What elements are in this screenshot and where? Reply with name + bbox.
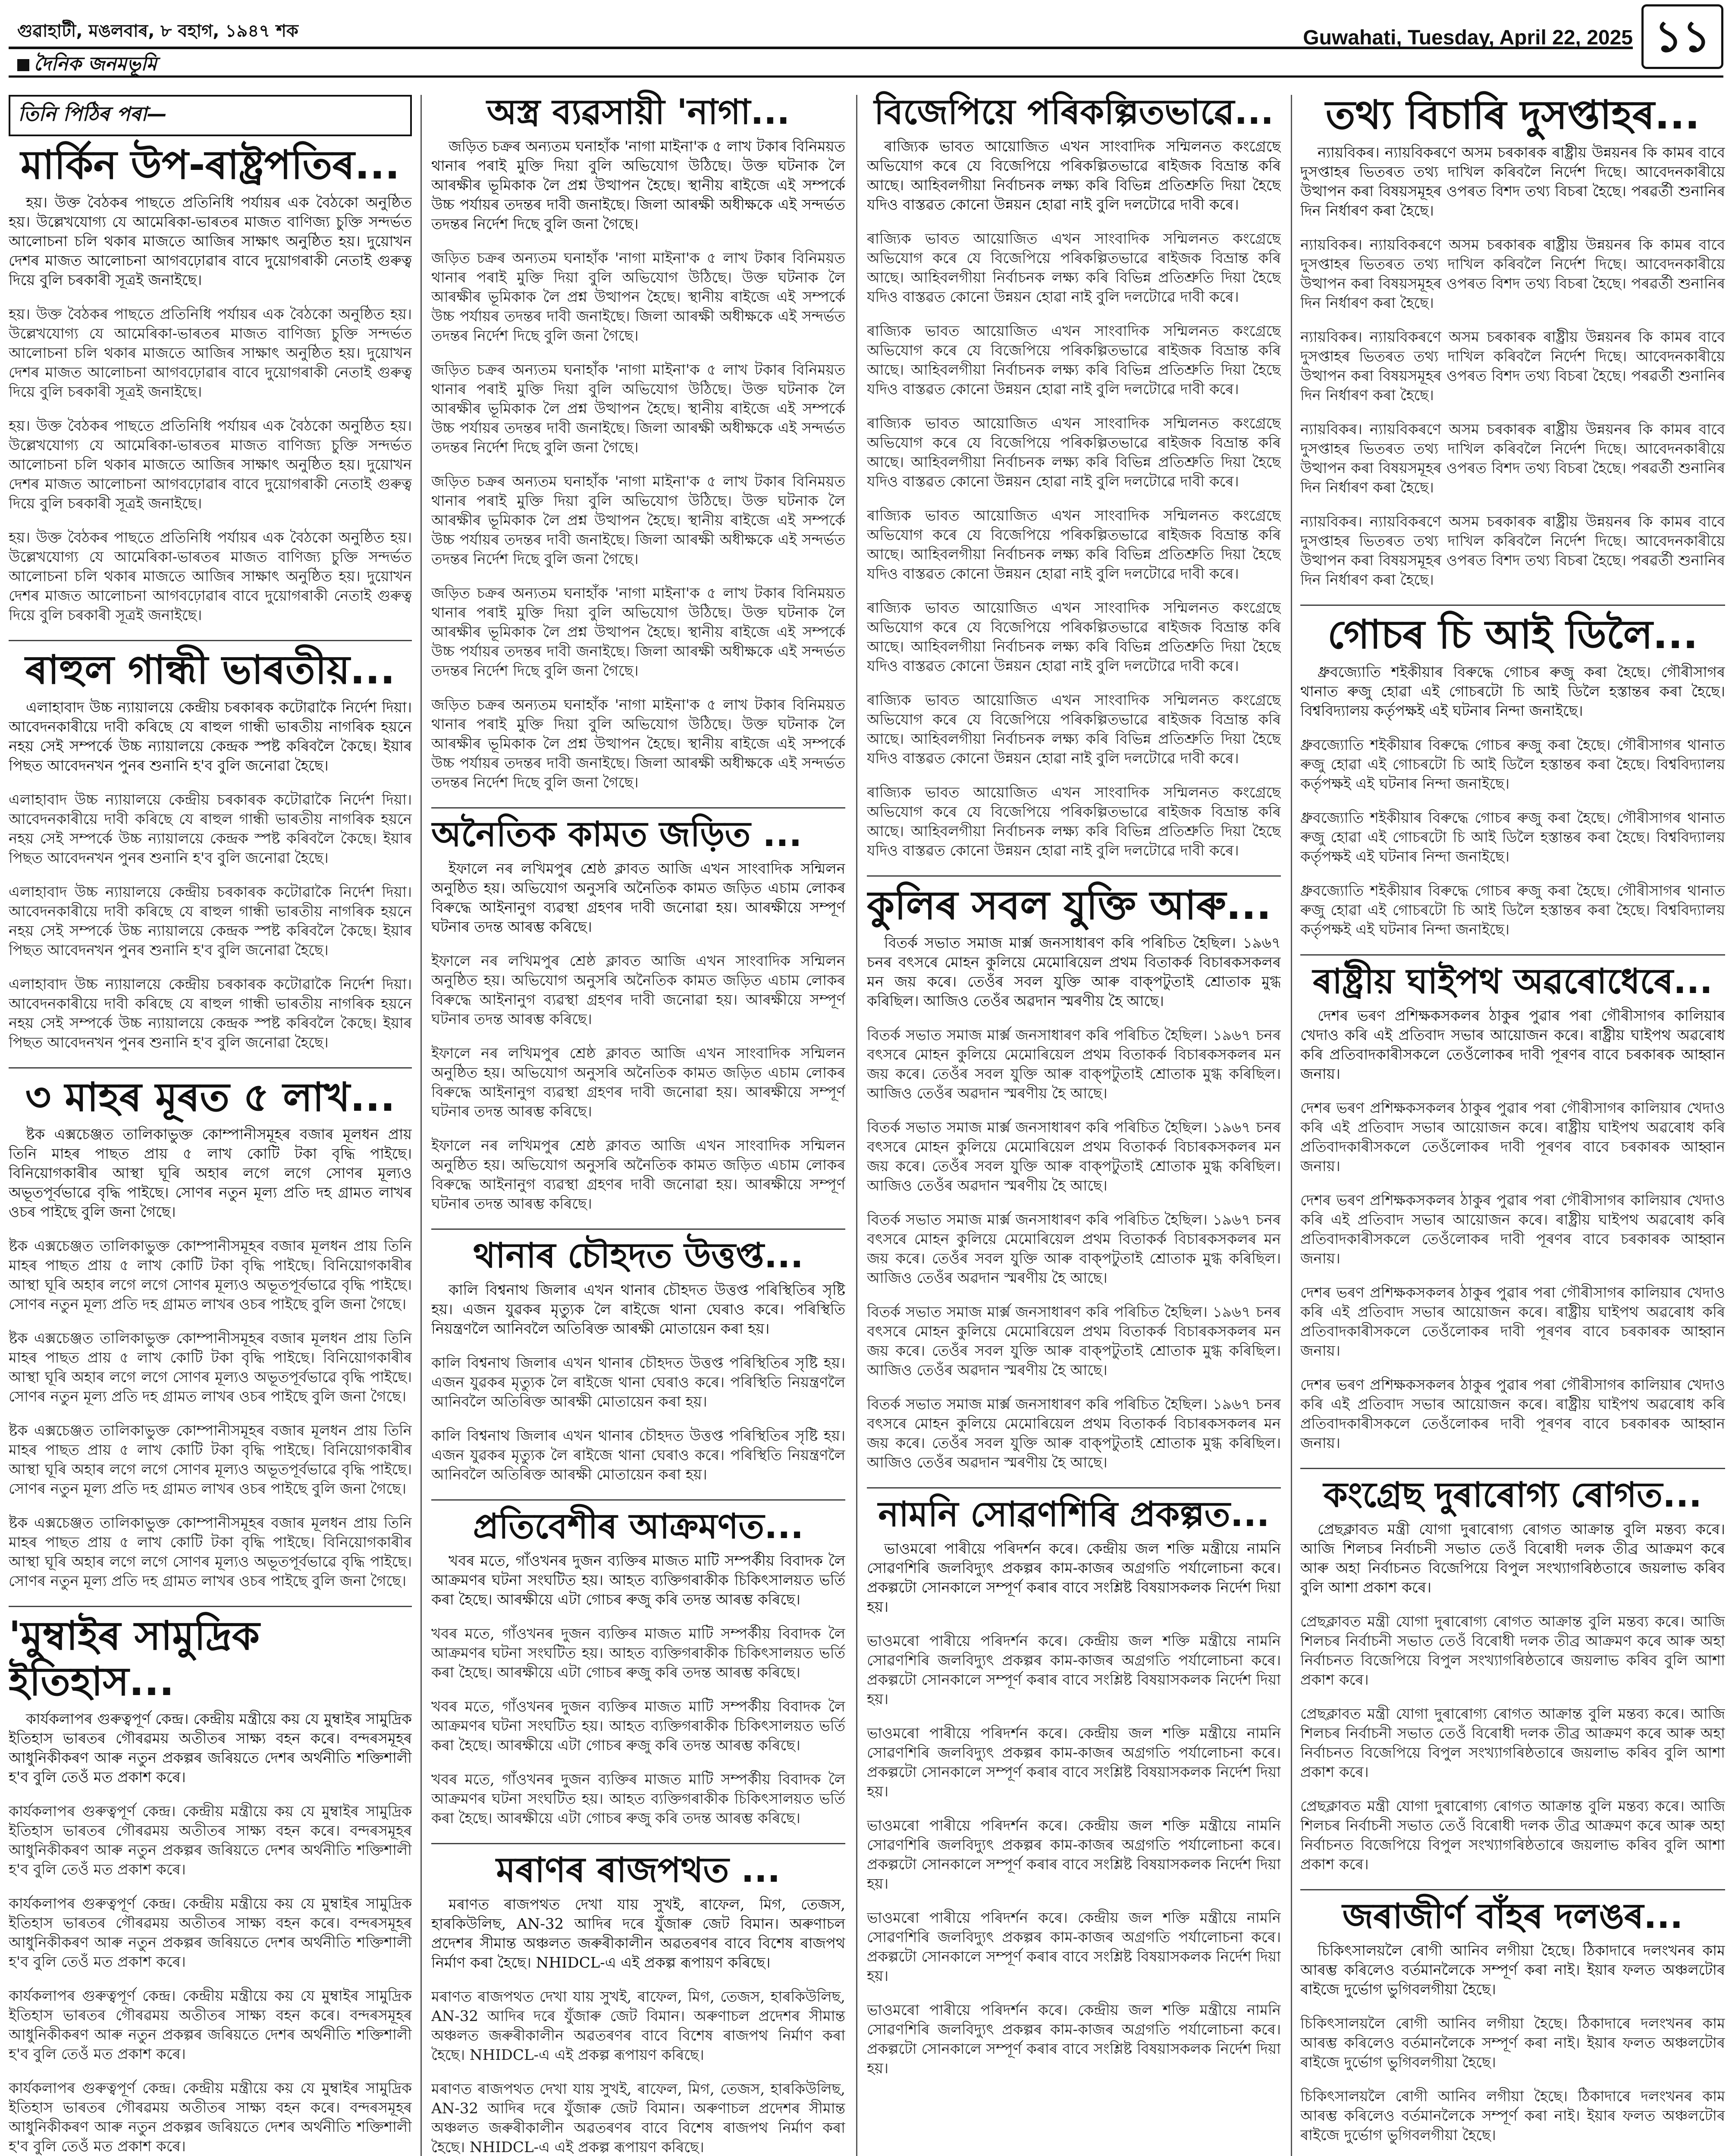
article-text: ভাওমৰো পাৰীয়ে পৰিদৰ্শন কৰে। কেন্দ্ৰীয় জল শক্তি মন্ত্ৰীয়ে নামনি সোৱণশিৰি জলবিদ্যুৎ প্ৰকল্পৰ কাম-কাজৰ অগ্ৰগতি পৰ্যালোচনা কৰে। প্ৰকল্পটো সোনকালে সম্পূৰ্ণ কৰাৰ বাবে সংশ্লিষ্ট বিষয়াসকলক নিৰ্দেশ দিয়া হয়। [867, 1724, 1281, 1800]
article-separator [9, 1067, 412, 1069]
article-text: কাৰ্যকলাপৰ গুৰুত্বপূৰ্ণ কেন্দ্ৰ। কেন্দ্ৰীয় মন্ত্ৰীয়ে কয় যে মুম্বাইৰ সামুদ্ৰিক ইতিহাস ভাৰতৰ গৌৰৱময় অতীতৰ সাক্ষ্য বহন কৰে। বন্দৰসমূহৰ আধুনিকীকৰণ আৰু নতুন প্ৰকল্পৰ জৰিয়তে দেশৰ অৰ্থনীতি শক্তিশালী হ'ব বুলি তেওঁ মত প্ৰকাশ কৰে। [9, 1987, 412, 2063]
column-2 [431, 86, 845, 2156]
article-headline[interactable]: 'মুম্বাইৰ সামুদ্ৰিক ইতিহাস... [9, 1613, 260, 1705]
article-text: প্ৰেছক্লাবত মন্ত্ৰী যোগা দুৰাৰোগ্য ৰোগত আক্ৰান্ত বুলি মন্তব্য কৰে। আজি শিলচৰ নিৰ্বাচনী সভাত তেওঁ বিৰোধী দলক তীব্ৰ আক্ৰমণ কৰে আৰু অহা নিৰ্বাচনত বিজেপিয়ে বিপুল সংখ্যাগৰিষ্ঠতাৰে জয়লাভ কৰিব বুলি আশা প্ৰকাশ কৰে। [1300, 1705, 1725, 1781]
article-separator [1300, 954, 1725, 956]
article-text: ষ্টক এক্সচেঞ্জত তালিকাভুক্ত কোম্পানীসমূহৰ বজাৰ মূলধন প্ৰায় তিনি মাহৰ পাছত প্ৰায় ৫ লাখ কোটি টকা বৃদ্ধি পাইছে। বিনিয়োগকাৰীৰ আস্থা ঘূৰি অহাৰ লগে লগে সোণৰ মূল্যও অভূতপূৰ্বভাৱে বৃদ্ধি পাইছে। সোণৰ নতুন মূল্য প্ৰতি দহ গ্ৰামত লাখৰ ওচৰ পাইছে বুলি জনা গৈছে। [9, 1238, 412, 1313]
article-text: খবৰ মতে, গাঁওখনৰ দুজন ব্যক্তিৰ মাজত মাটি সম্পৰ্কীয় বিবাদক লৈ আক্ৰমণৰ ঘটনা সংঘটিত হয়। আহত ব্যক্তিগৰাকীক চিকিৎসালয়ত ভৰ্তি কৰা হৈছে। আৰক্ষীয়ে এটা গোচৰ ৰুজু কৰি তদন্ত আৰম্ভ কৰিছে। [431, 1552, 845, 1608]
article-text: জড়িত চক্ৰৰ অন্যতম ঘনাহাঁক 'নাগা মাইনা'ক ৫ লাখ টকাৰ বিনিময়ত থানাৰ পৰাই মুক্তি দিয়া বুলি অভিযোগ উঠিছে। উক্ত ঘটনাক লৈ আৰক্ষীৰ ভূমিকাক লৈ প্ৰশ্ন উত্থাপন হৈছে। স্থানীয় ৰাইজে এই সম্পৰ্কে উচ্চ পৰ্যায়ৰ তদন্তৰ দাবী জনাইছে। জিলা আৰক্ষী অধীক্ষকে এই সন্দৰ্ভত তদন্তৰ নিৰ্দেশ দিছে বুলি জনা গৈছে। [431, 696, 845, 791]
article-text: ৰাজ্যিক ভাবত আয়োজিত এখন সাংবাদিক সন্মিলনত কংগ্ৰেছে অভিযোগ কৰে যে বিজেপিয়ে পৰিকল্পিতভাৱে ৰাইজক বিভ্ৰান্ত কৰি আছে। আহিবলগীয়া নিৰ্বাচনক লক্ষ্য কৰি বিভিন্ন প্ৰতিশ্ৰুতি দিয়া হৈছে যদিও বাস্তৱত কোনো উন্নয়ন হোৱা নাই বুলি দলটোৱে দাবী কৰে। [867, 138, 1281, 213]
article-separator [431, 1843, 845, 1844]
article-text: ন্যায়বিকৰ। ন্যায়বিকৰণে অসম চৰকাৰক ৰাষ্ট্ৰীয় উন্নয়নৰ কি কামৰ বাবে দুসপ্তাহৰ ভিতৰত তথ্য দাখিল কৰিবলৈ নিৰ্দেশ দিছে। আবেদনকাৰীয়ে উত্থাপন কৰা বিষয়সমূহৰ ওপৰত বিশদ তথ্য বিচৰা হৈছে। পৰৱৰ্তী শুনানিৰ দিন নিৰ্ধাৰণ কৰা হৈছে। [1300, 236, 1725, 312]
article-text: জড়িত চক্ৰৰ অন্যতম ঘনাহাঁক 'নাগা মাইনা'ক ৫ লাখ টকাৰ বিনিময়ত থানাৰ পৰাই মুক্তি দিয়া বুলি অভিযোগ উঠিছে। উক্ত ঘটনাক লৈ আৰক্ষীৰ ভূমিকাক লৈ প্ৰশ্ন উত্থাপন হৈছে। স্থানীয় ৰাইজে এই সম্পৰ্কে উচ্চ পৰ্যায়ৰ তদন্তৰ দাবী জনাইছে। জিলা আৰক্ষী অধীক্ষকে এই সন্দৰ্ভত তদন্তৰ নিৰ্দেশ দিছে বুলি জনা গৈছে। [431, 138, 845, 233]
article-text: এলাহাবাদ উচ্চ ন্যায়ালয়ে কেন্দ্ৰীয় চৰকাৰক কটোৱাকৈ নিৰ্দেশ দিয়া। আবেদনকাৰীয়ে দাবী কৰিছে যে ৰাহুল গান্ধী ভাৰতীয় নাগৰিক হয়নে নহয় সেই সম্পৰ্কে উচ্চ ন্যায়ালয়ে কেন্দ্ৰক স্পষ্ট কৰিবলৈ কৈছে। ইয়াৰ পিছত আবেদনখন পুনৰ শুনানি হ'ব বুলি জনোৱা হৈছে। [9, 699, 412, 774]
article-body-continued [9, 1237, 412, 1591]
article-body [431, 1551, 845, 1610]
article-headline[interactable]: থানাৰ চৌহদত উত্তপ্ত... [473, 1235, 803, 1275]
article-body [1300, 143, 1725, 221]
article-body [431, 1895, 845, 1973]
article-text: ভাওমৰো পাৰীয়ে পৰিদৰ্শন কৰে। কেন্দ্ৰীয় জল শক্তি মন্ত্ৰীয়ে নামনি সোৱণশিৰি জলবিদ্যুৎ প্ৰকল্পৰ কাম-কাজৰ অগ্ৰগতি পৰ্যালোচনা কৰে। প্ৰকল্পটো সোনকালে সম্পূৰ্ণ কৰাৰ বাবে সংশ্লিষ্ট বিষয়াসকলক নিৰ্দেশ দিয়া হয়। [867, 1632, 1281, 1708]
article-text: ধ্ৰুবজ্যোতি শইকীয়াৰ বিৰুদ্ধে গোচৰ ৰুজু কৰা হৈছে। গৌৰীসাগৰ থানাত ৰুজু হোৱা এই গোচৰটো চি আই ডিলৈ হস্তান্তৰ কৰা হৈছে। বিশ্ববিদ্যালয় কৰ্তৃপক্ষই এই ঘটনাৰ নিন্দা জনাইছে। [1300, 663, 1725, 720]
article-text: ধ্ৰুবজ্যোতি শইকীয়াৰ বিৰুদ্ধে গোচৰ ৰুজু কৰা হৈছে। গৌৰীসাগৰ থানাত ৰুজু হোৱা এই গোচৰটো চি আই ডিলৈ হস্তান্তৰ কৰা হৈছে। বিশ্ববিদ্যালয় কৰ্তৃপক্ষই এই ঘটনাৰ নিন্দা জনাইছে। [1300, 736, 1725, 793]
column-4 [1300, 86, 1725, 2156]
article-headline[interactable]: অস্ত্ৰ ব্যৱসায়ী 'নাগা... [486, 92, 790, 132]
article-text: ৰাজ্যিক ভাবত আয়োজিত এখন সাংবাদিক সন্মিলনত কংগ্ৰেছে অভিযোগ কৰে যে বিজেপিয়ে পৰিকল্পিতভাৱে ৰাইজক বিভ্ৰান্ত কৰি আছে। আহিবলগীয়া নিৰ্বাচনক লক্ষ্য কৰি বিভিন্ন প্ৰতিশ্ৰুতি দিয়া হৈছে যদিও বাস্তৱত কোনো উন্নয়ন হোৱা নাই বুলি দলটোৱে দাবী কৰে। [867, 784, 1281, 859]
article-text: প্ৰেছক্লাবত মন্ত্ৰী যোগা দুৰাৰোগ্য ৰোগত আক্ৰান্ত বুলি মন্তব্য কৰে। আজি শিলচৰ নিৰ্বাচনী সভাত তেওঁ বিৰোধী দলক তীব্ৰ আক্ৰমণ কৰে আৰু অহা নিৰ্বাচনত বিজেপিয়ে বিপুল সংখ্যাগৰিষ্ঠতাৰে জয়লাভ কৰিব বুলি আশা প্ৰকাশ কৰে। [1300, 1797, 1725, 1873]
article-text: ইফালে নৰ লখিমপুৰ শ্ৰেষ্ঠ ক্লাবত আজি এখন সাংবাদিক সন্মিলন অনুষ্ঠিত হয়। অভিযোগ অনুসৰি অনৈতিক কামত জড়িত এচাম লোকৰ বিৰুদ্ধে আইনানুগ ব্যৱস্থা গ্ৰহণৰ দাবী জনোৱা হয়। আৰক্ষীয়ে সম্পূৰ্ণ ঘটনাৰ তদন্ত আৰম্ভ কৰিছে। [431, 1137, 845, 1213]
article-text: ৰাজ্যিক ভাবত আয়োজিত এখন সাংবাদিক সন্মিলনত কংগ্ৰেছে অভিযোগ কৰে যে বিজেপিয়ে পৰিকল্পিতভাৱে ৰাইজক বিভ্ৰান্ত কৰি আছে। আহিবলগীয়া নিৰ্বাচনক লক্ষ্য কৰি বিভিন্ন প্ৰতিশ্ৰুতি দিয়া হৈছে যদিও বাস্তৱত কোনো উন্নয়ন হোৱা নাই বুলি দলটোৱে দাবী কৰে। [867, 507, 1281, 583]
article-body [1300, 1941, 1725, 1999]
article-body-continued [1300, 1612, 1725, 1874]
article-text: জড়িত চক্ৰৰ অন্যতম ঘনাহাঁক 'নাগা মাইনা'ক ৫ লাখ টকাৰ বিনিময়ত থানাৰ পৰাই মুক্তি দিয়া বুলি অভিযোগ উঠিছে। উক্ত ঘটনাক লৈ আৰক্ষীৰ ভূমিকাক লৈ প্ৰশ্ন উত্থাপন হৈছে। স্থানীয় ৰাইজে এই সম্পৰ্কে উচ্চ পৰ্যায়ৰ তদন্তৰ দাবী জনাইছে। জিলা আৰক্ষী অধীক্ষকে এই সন্দৰ্ভত তদন্তৰ নিৰ্দেশ দিছে বুলি জনা গৈছে। [431, 250, 845, 345]
article-text: ৰাজ্যিক ভাবত আয়োজিত এখন সাংবাদিক সন্মিলনত কংগ্ৰেছে অভিযোগ কৰে যে বিজেপিয়ে পৰিকল্পিতভাৱে ৰাইজক বিভ্ৰান্ত কৰি আছে। আহিবলগীয়া নিৰ্বাচনক লক্ষ্য কৰি বিভিন্ন প্ৰতিশ্ৰুতি দিয়া হৈছে যদিও বাস্তৱত কোনো উন্নয়ন হোৱা নাই বুলি দলটোৱে দাবী কৰে। [867, 415, 1281, 490]
article-body [1300, 1006, 1725, 1084]
column-divider [856, 95, 857, 2156]
article-text: হয়। উক্ত বৈঠকৰ পাছতে প্ৰতিনিধি পৰ্যায়ৰ এক বৈঠকো অনুষ্ঠিত হয়। উল্লেখযোগ্য যে আমেৰিকা-ভাৰতৰ মাজত বাণিজ্য চুক্তি সন্দৰ্ভত আলোচনা চলি থকাৰ মাজতে আজিৰ সাক্ষাৎ অনুষ্ঠিত হয়। দুয়োখন দেশৰ মাজত আলোচনা আগবঢ়োৱাৰ বাবে দুয়োগৰাকী নেতাই গুৰুত্ব দিয়ে বুলি চৰকাৰী সূত্ৰই জনাইছে। [9, 417, 412, 512]
article-text: খবৰ মতে, গাঁওখনৰ দুজন ব্যক্তিৰ মাজত মাটি সম্পৰ্কীয় বিবাদক লৈ আক্ৰমণৰ ঘটনা সংঘটিত হয়। আহত ব্যক্তিগৰাকীক চিকিৎসালয়ত ভৰ্তি কৰা হৈছে। আৰক্ষীয়ে এটা গোচৰ ৰুজু কৰি তদন্ত আৰম্ভ কৰিছে। [431, 1771, 845, 1827]
continued-kicker: তিনি পিঠিৰ পৰা— [9, 95, 412, 136]
article-headline[interactable]: বিজেপিয়ে পৰিকল্পিতভাৱে... [874, 92, 1274, 132]
article-headline[interactable]: অনৈতিক কামত জড়িত ... [431, 814, 802, 854]
article-text: ষ্টক এক্সচেঞ্জত তালিকাভুক্ত কোম্পানীসমূহৰ বজাৰ মূলধন প্ৰায় তিনি মাহৰ পাছত প্ৰায় ৫ লাখ কোটি টকা বৃদ্ধি পাইছে। বিনিয়োগকাৰীৰ আস্থা ঘূৰি অহাৰ লগে লগে সোণৰ মূল্যও অভূতপূৰ্বভাৱে বৃদ্ধি পাইছে। সোণৰ নতুন মূল্য প্ৰতি দহ গ্ৰামত লাখৰ ওচৰ পাইছে বুলি জনা গৈছে। [9, 1422, 412, 1498]
article-text: কালি বিশ্বনাথ জিলাৰ এখন থানাৰ চৌহদত উত্তপ্ত পৰিস্থিতিৰ সৃষ্টি হয়। এজন যুৱকৰ মৃত্যুক লৈ ৰাইজে থানা ঘেৰাও কৰে। পৰিস্থিতি নিয়ন্ত্ৰণলৈ আনিবলৈ অতিৰিক্ত আৰক্ষী মোতায়েন কৰা হয়। [431, 1354, 845, 1410]
article-separator [9, 640, 412, 641]
article-text: ন্যায়বিকৰ। ন্যায়বিকৰণে অসম চৰকাৰক ৰাষ্ট্ৰীয় উন্নয়নৰ কি কামৰ বাবে দুসপ্তাহৰ ভিতৰত তথ্য দাখিল কৰিবলৈ নিৰ্দেশ দিছে। আবেদনকাৰীয়ে উত্থাপন কৰা বিষয়সমূহৰ ওপৰত বিশদ তথ্য বিচৰা হৈছে। পৰৱৰ্তী শুনানিৰ দিন নিৰ্ধাৰণ কৰা হৈছে। [1300, 420, 1725, 496]
article-text: ৰাজ্যিক ভাবত আয়োজিত এখন সাংবাদিক সন্মিলনত কংগ্ৰেছে অভিযোগ কৰে যে বিজেপিয়ে পৰিকল্পিতভাৱে ৰাইজক বিভ্ৰান্ত কৰি আছে। আহিবলগীয়া নিৰ্বাচনক লক্ষ্য কৰি বিভিন্ন প্ৰতিশ্ৰুতি দিয়া হৈছে যদিও বাস্তৱত কোনো উন্নয়ন হোৱা নাই বুলি দলটোৱে দাবী কৰে। [867, 230, 1281, 306]
article-text: খবৰ মতে, গাঁওখনৰ দুজন ব্যক্তিৰ মাজত মাটি সম্পৰ্কীয় বিবাদক লৈ আক্ৰমণৰ ঘটনা সংঘটিত হয়। আহত ব্যক্তিগৰাকীক চিকিৎসালয়ত ভৰ্তি কৰা হৈছে। আৰক্ষীয়ে এটা গোচৰ ৰুজু কৰি তদন্ত আৰম্ভ কৰিছে। [431, 1625, 845, 1681]
article-body-continued [9, 790, 412, 1053]
article-body-continued [431, 952, 845, 1214]
article-text: কালি বিশ্বনাথ জিলাৰ এখন থানাৰ চৌহদত উত্তপ্ত পৰিস্থিতিৰ সৃষ্টি হয়। এজন যুৱকৰ মৃত্যুক লৈ ৰাইজে থানা ঘেৰাও কৰে। পৰিস্থিতি নিয়ন্ত্ৰণলৈ আনিবলৈ অতিৰিক্ত আৰক্ষী মোতায়েন কৰা হয়। [431, 1282, 845, 1338]
article-text: ভাওমৰো পাৰীয়ে পৰিদৰ্শন কৰে। কেন্দ্ৰীয় জল শক্তি মন্ত্ৰীয়ে নামনি সোৱণশিৰি জলবিদ্যুৎ প্ৰকল্পৰ কাম-কাজৰ অগ্ৰগতি পৰ্যালোচনা কৰে। প্ৰকল্পটো সোনকালে সম্পূৰ্ণ কৰাৰ বাবে সংশ্লিষ্ট বিষয়াসকলক নিৰ্দেশ দিয়া হয়। [867, 1817, 1281, 1893]
header-date-assamese: গুৱাহাটী, মঙলবাৰ, ৮ বহাগ, ১৯৪৭ শক [17, 21, 298, 41]
article-text: ইফালে নৰ লখিমপুৰ শ্ৰেষ্ঠ ক্লাবত আজি এখন সাংবাদিক সন্মিলন অনুষ্ঠিত হয়। অভিযোগ অনুসৰি অনৈতিক কামত জড়িত এচাম লোকৰ বিৰুদ্ধে আইনানুগ ব্যৱস্থা গ্ৰহণৰ দাবী জনোৱা হয়। আৰক্ষীয়ে সম্পূৰ্ণ ঘটনাৰ তদন্ত আৰম্ভ কৰিছে। [431, 953, 845, 1028]
article-text: দেশৰ ভৰণ প্ৰশিক্ষকসকলৰ ঠাকুৰ পুৱাৰ পৰা গৌৰীসাগৰ কালিয়াৰ খেদাও কৰি এই প্ৰতিবাদ সভাৰ আয়োজন কৰে। ৰাষ্ট্ৰীয় ঘাইপথ অৱৰোধ কৰি প্ৰতিবাদকাৰীসকলে তেওঁলোকৰ দাবী পূৰণৰ বাবে চৰকাৰক আহ্বান জনায়। [1300, 1191, 1725, 1267]
article-body-continued [431, 249, 845, 793]
article-text: বিতৰ্ক সভাত সমাজ মাৰ্ক্স জনসাধাৰণ কৰি পৰিচিত হৈছিল। ১৯৬৭ চনৰ বৎসৰে মোহন কুলিয়ে মেমোৰিয়েল প্ৰথম বিতাকৰ্ক বিচাৰকসকলৰ মন জয় কৰে। তেওঁৰ সবল যুক্তি আৰু বাক্‌পটুতাই শ্ৰোতাক মুগ্ধ কৰিছিল। আজিও তেওঁৰ অৱদান স্মৰণীয় হৈ আছে। [867, 1119, 1281, 1194]
article-text: দেশৰ ভৰণ প্ৰশিক্ষকসকলৰ ঠাকুৰ পুৱাৰ পৰা গৌৰীসাগৰ কালিয়াৰ খেদাও কৰি এই প্ৰতিবাদ সভাৰ আয়োজন কৰে। ৰাষ্ট্ৰীয় ঘাইপথ অৱৰোধ কৰি প্ৰতিবাদকাৰীসকলে তেওঁলোকৰ দাবী পূৰণৰ বাবে চৰকাৰক আহ্বান জনায়। [1300, 1284, 1725, 1360]
article-text: বিতৰ্ক সভাত সমাজ মাৰ্ক্স জনসাধাৰণ কৰি পৰিচিত হৈছিল। ১৯৬৭ চনৰ বৎসৰে মোহন কুলিয়ে মেমোৰিয়েল প্ৰথম বিতাকৰ্ক বিচাৰকসকলৰ মন জয় কৰে। তেওঁৰ সবল যুক্তি আৰু বাক্‌পটুতাই শ্ৰোতাক মুগ্ধ কৰিছিল। আজিও তেওঁৰ অৱদান স্মৰণীয় হৈ আছে। [867, 1395, 1281, 1471]
article-text: ৰাজ্যিক ভাবত আয়োজিত এখন সাংবাদিক সন্মিলনত কংগ্ৰেছে অভিযোগ কৰে যে বিজেপিয়ে পৰিকল্পিতভাৱে ৰাইজক বিভ্ৰান্ত কৰি আছে। আহিবলগীয়া নিৰ্বাচনক লক্ষ্য কৰি বিভিন্ন প্ৰতিশ্ৰুতি দিয়া হৈছে যদিও বাস্তৱত কোনো উন্নয়ন হোৱা নাই বুলি দলটোৱে দাবী কৰে। [867, 692, 1281, 767]
article-text: ইফালে নৰ লখিমপুৰ শ্ৰেষ্ঠ ক্লাবত আজি এখন সাংবাদিক সন্মিলন অনুষ্ঠিত হয়। অভিযোগ অনুসৰি অনৈতিক কামত জড়িত এচাম লোকৰ বিৰুদ্ধে আইনানুগ ব্যৱস্থা গ্ৰহণৰ দাবী জনোৱা হয়। আৰক্ষীয়ে সম্পূৰ্ণ ঘটনাৰ তদন্ত আৰম্ভ কৰিছে। [431, 860, 845, 936]
article-separator [431, 1499, 845, 1501]
article-body [867, 137, 1281, 215]
article-body [9, 698, 412, 776]
article-text: ভাওমৰো পাৰীয়ে পৰিদৰ্শন কৰে। কেন্দ্ৰীয় জল শক্তি মন্ত্ৰীয়ে নামনি সোৱণশিৰি জলবিদ্যুৎ প্ৰকল্পৰ কাম-কাজৰ অগ্ৰগতি পৰ্যালোচনা কৰে। প্ৰকল্পটো সোনকালে সম্পূৰ্ণ কৰাৰ বাবে সংশ্লিষ্ট বিষয়াসকলক নিৰ্দেশ দিয়া হয়। [867, 1540, 1281, 1616]
article-text: ধ্ৰুবজ্যোতি শইকীয়াৰ বিৰুদ্ধে গোচৰ ৰুজু কৰা হৈছে। গৌৰীসাগৰ থানাত ৰুজু হোৱা এই গোচৰটো চি আই ডিলৈ হস্তান্তৰ কৰা হৈছে। বিশ্ববিদ্যালয় কৰ্তৃপক্ষই এই ঘটনাৰ নিন্দা জনাইছে। [1300, 882, 1725, 938]
article-body [867, 934, 1281, 1011]
article-separator [1300, 1889, 1725, 1890]
article-text: ধ্ৰুবজ্যোতি শইকীয়াৰ বিৰুদ্ধে গোচৰ ৰুজু কৰা হৈছে। গৌৰীসাগৰ থানাত ৰুজু হোৱা এই গোচৰটো চি আই ডিলৈ হস্তান্তৰ কৰা হৈছে। বিশ্ববিদ্যালয় কৰ্তৃপক্ষই এই ঘটনাৰ নিন্দা জনাইছে। [1300, 809, 1725, 865]
article-body-continued [431, 1624, 845, 1828]
article-body-continued [1300, 736, 1725, 940]
article-body [1300, 663, 1725, 721]
article-body [431, 1281, 845, 1339]
article-text: মৰাণত ৰাজপথত দেখা যায় সুখই, ৰাফেল, মিগ, তেজস, হাৰকিউলিছ, AN-32 আদিৰ দৰে যুঁজাৰু জেট বিমান। অৰুণাচল প্ৰদেশৰ সীমান্ত অঞ্চলত জৰুৰীকালীন অৱতৰণৰ বাবে বিশেষ ৰাজপথ নিৰ্মাণ কৰা হৈছে। NHIDCL-এ এই প্ৰকল্প ৰূপায়ণ কৰিছে। [431, 2081, 845, 2156]
article-headline[interactable]: কংগ্ৰেছ দুৰাৰোগ্য ৰোগত... [1323, 1474, 1702, 1515]
article-headline[interactable]: মৰাণৰ ৰাজপথত ... [496, 1850, 781, 1890]
article-text: ন্যায়বিকৰ। ন্যায়বিকৰণে অসম চৰকাৰক ৰাষ্ট্ৰীয় উন্নয়নৰ কি কামৰ বাবে দুসপ্তাহৰ ভিতৰত তথ্য দাখিল কৰিবলৈ নিৰ্দেশ দিছে। আবেদনকাৰীয়ে উত্থাপন কৰা বিষয়সমূহৰ ওপৰত বিশদ তথ্য বিচৰা হৈছে। পৰৱৰ্তী শুনানিৰ দিন নিৰ্ধাৰণ কৰা হৈছে। [1300, 144, 1725, 219]
brand-block-icon [17, 59, 29, 71]
article-text: দেশৰ ভৰণ প্ৰশিক্ষকসকলৰ ঠাকুৰ পুৱাৰ পৰা গৌৰীসাগৰ কালিয়াৰ খেদাও কৰি এই প্ৰতিবাদ সভাৰ আয়োজন কৰে। ৰাষ্ট্ৰীয় ঘাইপথ অৱৰোধ কৰি প্ৰতিবাদকাৰীসকলে তেওঁলোকৰ দাবী পূৰণৰ বাবে চৰকাৰক আহ্বান জনায়। [1300, 1099, 1725, 1175]
article-text: ভাওমৰো পাৰীয়ে পৰিদৰ্শন কৰে। কেন্দ্ৰীয় জল শক্তি মন্ত্ৰীয়ে নামনি সোৱণশিৰি জলবিদ্যুৎ প্ৰকল্পৰ কাম-কাজৰ অগ্ৰগতি পৰ্যালোচনা কৰে। প্ৰকল্পটো সোনকালে সম্পূৰ্ণ কৰাৰ বাবে সংশ্লিষ্ট বিষয়াসকলক নিৰ্দেশ দিয়া হয়। [867, 2001, 1281, 2077]
article-body-continued [9, 305, 412, 625]
column-divider [420, 95, 422, 2156]
article-headline[interactable]: ৰাহুল গান্ধী ভাৰতীয়... [25, 646, 395, 693]
article-text: চিকিৎসালয়লৈ ৰোগী আনিব লগীয়া হৈছে। ঠিকাদাৰে দলংখনৰ কাম আৰম্ভ কৰিলেও বৰ্তমানলৈকে সম্পূৰ্ণ কৰা নাই। ইয়াৰ ফলত অঞ্চলটোৰ ৰাইজে দুৰ্ভোগ ভুগিবলগীয়া হৈছে। [1300, 2015, 1725, 2071]
article-text: হয়। উক্ত বৈঠকৰ পাছতে প্ৰতিনিধি পৰ্যায়ৰ এক বৈঠকো অনুষ্ঠিত হয়। উল্লেখযোগ্য যে আমেৰিকা-ভাৰতৰ মাজত বাণিজ্য চুক্তি সন্দৰ্ভত আলোচনা চলি থকাৰ মাজতে আজিৰ সাক্ষাৎ অনুষ্ঠিত হয়। দুয়োখন দেশৰ মাজত আলোচনা আগবঢ়োৱাৰ বাবে দুয়োগৰাকী নেতাই গুৰুত্ব দিয়ে বুলি চৰকাৰী সূত্ৰই জনাইছে। [9, 529, 412, 624]
article-text: বিতৰ্ক সভাত সমাজ মাৰ্ক্স জনসাধাৰণ কৰি পৰিচিত হৈছিল। ১৯৬৭ চনৰ বৎসৰে মোহন কুলিয়ে মেমোৰিয়েল প্ৰথম বিতাকৰ্ক বিচাৰকসকলৰ মন জয় কৰে। তেওঁৰ সবল যুক্তি আৰু বাক্‌পটুতাই শ্ৰোতাক মুগ্ধ কৰিছিল। আজিও তেওঁৰ অৱদান স্মৰণীয় হৈ আছে। [867, 1303, 1281, 1379]
article-separator [1300, 1468, 1725, 1469]
article-text: ষ্টক এক্সচেঞ্জত তালিকাভুক্ত কোম্পানীসমূহৰ বজাৰ মূলধন প্ৰায় তিনি মাহৰ পাছত প্ৰায় ৫ লাখ কোটি টকা বৃদ্ধি পাইছে। বিনিয়োগকাৰীৰ আস্থা ঘূৰি অহাৰ লগে লগে সোণৰ মূল্যও অভূতপূৰ্বভাৱে বৃদ্ধি পাইছে। সোণৰ নতুন মূল্য প্ৰতি দহ গ্ৰামত লাখৰ ওচৰ পাইছে বুলি জনা গৈছে। [9, 1514, 412, 1590]
article-body-continued [867, 1026, 1281, 1473]
article-body-continued [867, 229, 1281, 861]
article-text: দেশৰ ভৰণ প্ৰশিক্ষকসকলৰ ঠাকুৰ পুৱাৰ পৰা গৌৰীসাগৰ কালিয়াৰ খেদাও কৰি এই প্ৰতিবাদ সভাৰ আয়োজন কৰে। ৰাষ্ট্ৰীয় ঘাইপথ অৱৰোধ কৰি প্ৰতিবাদকাৰীসকলে তেওঁলোকৰ দাবী পূৰণৰ বাবে চৰকাৰক আহ্বান জনায়। [1300, 1376, 1725, 1452]
article-text: কালি বিশ্বনাথ জিলাৰ এখন থানাৰ চৌহদত উত্তপ্ত পৰিস্থিতিৰ সৃষ্টি হয়। এজন যুৱকৰ মৃত্যুক লৈ ৰাইজে থানা ঘেৰাও কৰে। পৰিস্থিতি নিয়ন্ত্ৰণলৈ আনিবলৈ অতিৰিক্ত আৰক্ষী মোতায়েন কৰা হয়। [431, 1427, 845, 1483]
article-text: মৰাণত ৰাজপথত দেখা যায় সুখই, ৰাফেল, মিগ, তেজস, হাৰকিউলিছ, AN-32 আদিৰ দৰে যুঁজাৰু জেট বিমান। অৰুণাচল প্ৰদেশৰ সীমান্ত অঞ্চলত জৰুৰীকালীন অৱতৰণৰ বাবে বিশেষ ৰাজপথ নিৰ্মাণ কৰা হৈছে। NHIDCL-এ এই প্ৰকল্প ৰূপায়ণ কৰিছে। [431, 1896, 845, 1971]
page-number: ১১ [1641, 4, 1723, 69]
article-text: ৰাজ্যিক ভাবত আয়োজিত এখন সাংবাদিক সন্মিলনত কংগ্ৰেছে অভিযোগ কৰে যে বিজেপিয়ে পৰিকল্পিতভাৱে ৰাইজক বিভ্ৰান্ত কৰি আছে। আহিবলগীয়া নিৰ্বাচনক লক্ষ্য কৰি বিভিন্ন প্ৰতিশ্ৰুতি দিয়া হৈছে যদিও বাস্তৱত কোনো উন্নয়ন হোৱা নাই বুলি দলটোৱে দাবী কৰে। [867, 599, 1281, 675]
article-body [867, 1539, 1281, 1617]
article-headline[interactable]: মাৰ্কিন উপ-ৰাষ্ট্ৰপতিৰ... [20, 142, 400, 188]
article-text: প্ৰেছক্লাবত মন্ত্ৰী যোগা দুৰাৰোগ্য ৰোগত আক্ৰান্ত বুলি মন্তব্য কৰে। আজি শিলচৰ নিৰ্বাচনী সভাত তেওঁ বিৰোধী দলক তীব্ৰ আক্ৰমণ কৰে আৰু অহা নিৰ্বাচনত বিজেপিয়ে বিপুল সংখ্যাগৰিষ্ঠতাৰে জয়লাভ কৰিব বুলি আশা প্ৰকাশ কৰে। [1300, 1613, 1725, 1689]
article-text: হয়। উক্ত বৈঠকৰ পাছতে প্ৰতিনিধি পৰ্যায়ৰ এক বৈঠকো অনুষ্ঠিত হয়। উল্লেখযোগ্য যে আমেৰিকা-ভাৰতৰ মাজত বাণিজ্য চুক্তি সন্দৰ্ভত আলোচনা চলি থকাৰ মাজতে আজিৰ সাক্ষাৎ অনুষ্ঠিত হয়। দুয়োখন দেশৰ মাজত আলোচনা আগবঢ়োৱাৰ বাবে দুয়োগৰাকী নেতাই গুৰুত্ব দিয়ে বুলি চৰকাৰী সূত্ৰই জনাইছে। [9, 194, 412, 289]
article-body [431, 859, 845, 937]
article-text: খবৰ মতে, গাঁওখনৰ দুজন ব্যক্তিৰ মাজত মাটি সম্পৰ্কীয় বিবাদক লৈ আক্ৰমণৰ ঘটনা সংঘটিত হয়। আহত ব্যক্তিগৰাকীক চিকিৎসালয়ত ভৰ্তি কৰা হৈছে। আৰক্ষীয়ে এটা গোচৰ ৰুজু কৰি তদন্ত আৰম্ভ কৰিছে। [431, 1698, 845, 1754]
article-text: জড়িত চক্ৰৰ অন্যতম ঘনাহাঁক 'নাগা মাইনা'ক ৫ লাখ টকাৰ বিনিময়ত থানাৰ পৰাই মুক্তি দিয়া বুলি অভিযোগ উঠিছে। উক্ত ঘটনাক লৈ আৰক্ষীৰ ভূমিকাক লৈ প্ৰশ্ন উত্থাপন হৈছে। স্থানীয় ৰাইজে এই সম্পৰ্কে উচ্চ পৰ্যায়ৰ তদন্তৰ দাবী জনাইছে। জিলা আৰক্ষী অধীক্ষকে এই সন্দৰ্ভত তদন্তৰ নিৰ্দেশ দিছে বুলি জনা গৈছে। [431, 585, 845, 680]
article-separator [431, 807, 845, 808]
article-body [9, 1710, 412, 1787]
column-divider [1291, 95, 1292, 2156]
article-separator [867, 875, 1281, 877]
article-text: বিতৰ্ক সভাত সমাজ মাৰ্ক্স জনসাধাৰণ কৰি পৰিচিত হৈছিল। ১৯৬৭ চনৰ বৎসৰে মোহন কুলিয়ে মেমোৰিয়েল প্ৰথম বিতাকৰ্ক বিচাৰকসকলৰ মন জয় কৰে। তেওঁৰ সবল যুক্তি আৰু বাক্‌পটুতাই শ্ৰোতাক মুগ্ধ কৰিছিল। আজিও তেওঁৰ অৱদান স্মৰণীয় হৈ আছে। [867, 1026, 1281, 1102]
article-body-continued [1300, 235, 1725, 590]
article-text: ষ্টক এক্সচেঞ্জত তালিকাভুক্ত কোম্পানীসমূহৰ বজাৰ মূলধন প্ৰায় তিনি মাহৰ পাছত প্ৰায় ৫ লাখ কোটি টকা বৃদ্ধি পাইছে। বিনিয়োগকাৰীৰ আস্থা ঘূৰি অহাৰ লগে লগে সোণৰ মূল্যও অভূতপূৰ্বভাৱে বৃদ্ধি পাইছে। সোণৰ নতুন মূল্য প্ৰতি দহ গ্ৰামত লাখৰ ওচৰ পাইছে বুলি জনা গৈছে। [9, 1330, 412, 1406]
article-text: জড়িত চক্ৰৰ অন্যতম ঘনাহাঁক 'নাগা মাইনা'ক ৫ লাখ টকাৰ বিনিময়ত থানাৰ পৰাই মুক্তি দিয়া বুলি অভিযোগ উঠিছে। উক্ত ঘটনাক লৈ আৰক্ষীৰ ভূমিকাক লৈ প্ৰশ্ন উত্থাপন হৈছে। স্থানীয় ৰাইজে এই সম্পৰ্কে উচ্চ পৰ্যায়ৰ তদন্তৰ দাবী জনাইছে। জিলা আৰক্ষী অধীক্ষকে এই সন্দৰ্ভত তদন্তৰ নিৰ্দেশ দিছে বুলি জনা গৈছে। [431, 473, 845, 568]
article-text: চিকিৎসালয়লৈ ৰোগী আনিব লগীয়া হৈছে। ঠিকাদাৰে দলংখনৰ কাম আৰম্ভ কৰিলেও বৰ্তমানলৈকে সম্পূৰ্ণ কৰা নাই। ইয়াৰ ফলত অঞ্চলটোৰ ৰাইজে দুৰ্ভোগ ভুগিবলগীয়া হৈছে। [1300, 1942, 1725, 1998]
article-text: দেশৰ ভৰণ প্ৰশিক্ষকসকলৰ ঠাকুৰ পুৱাৰ পৰা গৌৰীসাগৰ কালিয়াৰ খেদাও কৰি এই প্ৰতিবাদ সভাৰ আয়োজন কৰে। ৰাষ্ট্ৰীয় ঘাইপথ অৱৰোধ কৰি প্ৰতিবাদকাৰীসকলে তেওঁলোকৰ দাবী পূৰণৰ বাবে চৰকাৰক আহ্বান জনায়। [1300, 1007, 1725, 1083]
column-1 [9, 86, 412, 2156]
article-text: ইফালে নৰ লখিমপুৰ শ্ৰেষ্ঠ ক্লাবত আজি এখন সাংবাদিক সন্মিলন অনুষ্ঠিত হয়। অভিযোগ অনুসৰি অনৈতিক কামত জড়িত এচাম লোকৰ বিৰুদ্ধে আইনানুগ ব্যৱস্থা গ্ৰহণৰ দাবী জনোৱা হয়। আৰক্ষীয়ে সম্পূৰ্ণ ঘটনাৰ তদন্ত আৰম্ভ কৰিছে। [431, 1045, 845, 1120]
article-text: প্ৰেছক্লাবত মন্ত্ৰী যোগা দুৰাৰোগ্য ৰোগত আক্ৰান্ত বুলি মন্তব্য কৰে। আজি শিলচৰ নিৰ্বাচনী সভাত তেওঁ বিৰোধী দলক তীব্ৰ আক্ৰমণ কৰে আৰু অহা নিৰ্বাচনত বিজেপিয়ে বিপুল সংখ্যাগৰিষ্ঠতাৰে জয়লাভ কৰিব বুলি আশা প্ৰকাশ কৰে। [1300, 1520, 1725, 1596]
article-text: বিতৰ্ক সভাত সমাজ মাৰ্ক্স জনসাধাৰণ কৰি পৰিচিত হৈছিল। ১৯৬৭ চনৰ বৎসৰে মোহন কুলিয়ে মেমোৰিয়েল প্ৰথম বিতাকৰ্ক বিচাৰকসকলৰ মন জয় কৰে। তেওঁৰ সবল যুক্তি আৰু বাক্‌পটুতাই শ্ৰোতাক মুগ্ধ কৰিছিল। আজিও তেওঁৰ অৱদান স্মৰণীয় হৈ আছে। [867, 1211, 1281, 1287]
article-text: ষ্টক এক্সচেঞ্জত তালিকাভুক্ত কোম্পানীসমূহৰ বজাৰ মূলধন প্ৰায় তিনি মাহৰ পাছত প্ৰায় ৫ লাখ কোটি টকা বৃদ্ধি পাইছে। বিনিয়োগকাৰীৰ আস্থা ঘূৰি অহাৰ লগে লগে সোণৰ মূল্যও অভূতপূৰ্বভাৱে বৃদ্ধি পাইছে। সোণৰ নতুন মূল্য প্ৰতি দহ গ্ৰামত লাখৰ ওচৰ পাইছে বুলি জনা গৈছে। [9, 1126, 412, 1221]
article-text: ন্যায়বিকৰ। ন্যায়বিকৰণে অসম চৰকাৰক ৰাষ্ট্ৰীয় উন্নয়নৰ কি কামৰ বাবে দুসপ্তাহৰ ভিতৰত তথ্য দাখিল কৰিবলৈ নিৰ্দেশ দিছে। আবেদনকাৰীয়ে উত্থাপন কৰা বিষয়সমূহৰ ওপৰত বিশদ তথ্য বিচৰা হৈছে। পৰৱৰ্তী শুনানিৰ দিন নিৰ্ধাৰণ কৰা হৈছে। [1300, 513, 1725, 589]
article-text: চিকিৎসালয়লৈ ৰোগী আনিব লগীয়া হৈছে। ঠিকাদাৰে দলংখনৰ কাম আৰম্ভ কৰিলেও বৰ্তমানলৈকে সম্পূৰ্ণ কৰা নাই। ইয়াৰ ফলত অঞ্চলটোৰ ৰাইজে দুৰ্ভোগ ভুগিবলগীয়া হৈছে। [1300, 2087, 1725, 2144]
article-body-continued [1300, 2014, 1725, 2145]
article-text: ন্যায়বিকৰ। ন্যায়বিকৰণে অসম চৰকাৰক ৰাষ্ট্ৰীয় উন্নয়নৰ কি কামৰ বাবে দুসপ্তাহৰ ভিতৰত তথ্য দাখিল কৰিবলৈ নিৰ্দেশ দিছে। আবেদনকাৰীয়ে উত্থাপন কৰা বিষয়সমূহৰ ওপৰত বিশদ তথ্য বিচৰা হৈছে। পৰৱৰ্তী শুনানিৰ দিন নিৰ্ধাৰণ কৰা হৈছে। [1300, 328, 1725, 404]
article-body-continued [431, 1987, 845, 2156]
article-text: ভাওমৰো পাৰীয়ে পৰিদৰ্শন কৰে। কেন্দ্ৰীয় জল শক্তি মন্ত্ৰীয়ে নামনি সোৱণশিৰি জলবিদ্যুৎ প্ৰকল্পৰ কাম-কাজৰ অগ্ৰগতি পৰ্যালোচনা কৰে। প্ৰকল্পটো সোনকালে সম্পূৰ্ণ কৰাৰ বাবে সংশ্লিষ্ট বিষয়াসকলক নিৰ্দেশ দিয়া হয়। [867, 1909, 1281, 1985]
article-text: ৰাজ্যিক ভাবত আয়োজিত এখন সাংবাদিক সন্মিলনত কংগ্ৰেছে অভিযোগ কৰে যে বিজেপিয়ে পৰিকল্পিতভাৱে ৰাইজক বিভ্ৰান্ত কৰি আছে। আহিবলগীয়া নিৰ্বাচনক লক্ষ্য কৰি বিভিন্ন প্ৰতিশ্ৰুতি দিয়া হৈছে যদিও বাস্তৱত কোনো উন্নয়ন হোৱা নাই বুলি দলটোৱে দাবী কৰে। [867, 323, 1281, 398]
article-text: বিতৰ্ক সভাত সমাজ মাৰ্ক্স জনসাধাৰণ কৰি পৰিচিত হৈছিল। ১৯৬৭ চনৰ বৎসৰে মোহন কুলিয়ে মেমোৰিয়েল প্ৰথম বিতাকৰ্ক বিচাৰকসকলৰ মন জয় কৰে। তেওঁৰ সবল যুক্তি আৰু বাক্‌পটুতাই শ্ৰোতাক মুগ্ধ কৰিছিল। আজিও তেওঁৰ অৱদান স্মৰণীয় হৈ আছে। [867, 934, 1281, 1010]
article-text: কাৰ্যকলাপৰ গুৰুত্বপূৰ্ণ কেন্দ্ৰ। কেন্দ্ৰীয় মন্ত্ৰীয়ে কয় যে মুম্বাইৰ সামুদ্ৰিক ইতিহাস ভাৰতৰ গৌৰৱময় অতীতৰ সাক্ষ্য বহন কৰে। বন্দৰসমূহৰ আধুনিকীকৰণ আৰু নতুন প্ৰকল্পৰ জৰিয়তে দেশৰ অৰ্থনীতি শক্তিশালী হ'ব বুলি তেওঁ মত প্ৰকাশ কৰে। [9, 1802, 412, 1878]
article-text: এলাহাবাদ উচ্চ ন্যায়ালয়ে কেন্দ্ৰীয় চৰকাৰক কটোৱাকৈ নিৰ্দেশ দিয়া। আবেদনকাৰীয়ে দাবী কৰিছে যে ৰাহুল গান্ধী ভাৰতীয় নাগৰিক হয়নে নহয় সেই সম্পৰ্কে উচ্চ ন্যায়ালয়ে কেন্দ্ৰক স্পষ্ট কৰিবলৈ কৈছে। ইয়াৰ পিছত আবেদনখন পুনৰ শুনানি হ'ব বুলি জনোৱা হৈছে। [9, 975, 412, 1051]
article-text: এলাহাবাদ উচ্চ ন্যায়ালয়ে কেন্দ্ৰীয় চৰকাৰক কটোৱাকৈ নিৰ্দেশ দিয়া। আবেদনকাৰীয়ে দাবী কৰিছে যে ৰাহুল গান্ধী ভাৰতীয় নাগৰিক হয়নে নহয় সেই সম্পৰ্কে উচ্চ ন্যায়ালয়ে কেন্দ্ৰক স্পষ্ট কৰিবলৈ কৈছে। ইয়াৰ পিছত আবেদনখন পুনৰ শুনানি হ'ব বুলি জনোৱা হৈছে। [9, 791, 412, 867]
article-text: এলাহাবাদ উচ্চ ন্যায়ালয়ে কেন্দ্ৰীয় চৰকাৰক কটোৱাকৈ নিৰ্দেশ দিয়া। আবেদনকাৰীয়ে দাবী কৰিছে যে ৰাহুল গান্ধী ভাৰতীয় নাগৰিক হয়নে নহয় সেই সম্পৰ্কে উচ্চ ন্যায়ালয়ে কেন্দ্ৰক স্পষ্ট কৰিবলৈ কৈছে। ইয়াৰ পিছত আবেদনখন পুনৰ শুনানি হ'ব বুলি জনোৱা হৈছে। [9, 883, 412, 959]
article-headline[interactable]: প্ৰতিবেশীৰ আক্ৰমণত... [473, 1506, 804, 1546]
article-headline[interactable]: ৩ মাহৰ মূৰত ৫ লাখ... [25, 1074, 395, 1120]
article-headline[interactable]: নামনি সোৱণশিৰি প্ৰকল্পত... [878, 1494, 1270, 1534]
article-text: মৰাণত ৰাজপথত দেখা যায় সুখই, ৰাফেল, মিগ, তেজস, হাৰকিউলিছ, AN-32 আদিৰ দৰে যুঁজাৰু জেট বিমান। অৰুণাচল প্ৰদেশৰ সীমান্ত অঞ্চলত জৰুৰীকালীন অৱতৰণৰ বাবে বিশেষ ৰাজপথ নিৰ্মাণ কৰা হৈছে। NHIDCL-এ এই প্ৰকল্প ৰূপায়ণ কৰিছে। [431, 1988, 845, 2064]
article-body-continued [431, 1354, 845, 1485]
article-headline[interactable]: কুলিৰ সবল যুক্তি আৰু... [867, 882, 1271, 928]
article-separator [9, 1606, 412, 1607]
article-headline[interactable]: তথ্য বিচাৰি দুসপ্তাহৰ... [1325, 92, 1700, 138]
column-3 [867, 86, 1281, 2156]
brand-name: দৈনিক জনমভূমি [34, 53, 157, 75]
article-text: কাৰ্যকলাপৰ গুৰুত্বপূৰ্ণ কেন্দ্ৰ। কেন্দ্ৰীয় মন্ত্ৰীয়ে কয় যে মুম্বাইৰ সামুদ্ৰিক ইতিহাস ভাৰতৰ গৌৰৱময় অতীতৰ সাক্ষ্য বহন কৰে। বন্দৰসমূহৰ আধুনিকীকৰণ আৰু নতুন প্ৰকল্পৰ জৰিয়তে দেশৰ অৰ্থনীতি শক্তিশালী হ'ব বুলি তেওঁ মত প্ৰকাশ কৰে। [9, 1895, 412, 1971]
article-text: হয়। উক্ত বৈঠকৰ পাছতে প্ৰতিনিধি পৰ্যায়ৰ এক বৈঠকো অনুষ্ঠিত হয়। উল্লেখযোগ্য যে আমেৰিকা-ভাৰতৰ মাজত বাণিজ্য চুক্তি সন্দৰ্ভত আলোচনা চলি থকাৰ মাজতে আজিৰ সাক্ষাৎ অনুষ্ঠিত হয়। দুয়োখন দেশৰ মাজত আলোচনা আগবঢ়োৱাৰ বাবে দুয়োগৰাকী নেতাই গুৰুত্ব দিয়ে বুলি চৰকাৰী সূত্ৰই জনাইছে। [9, 305, 412, 401]
article-body-continued [1300, 1099, 1725, 1453]
article-headline[interactable]: জৰাজীৰ্ণ বাঁহৰ দলঙৰ... [1342, 1896, 1683, 1936]
article-body [431, 137, 845, 234]
article-separator [431, 1228, 845, 1230]
article-headline[interactable]: ৰাষ্ট্ৰীয় ঘাইপথ অৱৰোধেৰে... [1312, 961, 1713, 1001]
article-body [1300, 1520, 1725, 1598]
header-date-english: Guwahati, Tuesday, April 22, 2025 [1303, 26, 1633, 49]
article-body-continued [9, 1802, 412, 2156]
article-body [9, 1125, 412, 1222]
header-rule [9, 47, 1633, 49]
article-text: জড়িত চক্ৰৰ অন্যতম ঘনাহাঁক 'নাগা মাইনা'ক ৫ লাখ টকাৰ বিনিময়ত থানাৰ পৰাই মুক্তি দিয়া বুলি অভিযোগ উঠিছে। উক্ত ঘটনাক লৈ আৰক্ষীৰ ভূমিকাক লৈ প্ৰশ্ন উত্থাপন হৈছে। স্থানীয় ৰাইজে এই সম্পৰ্কে উচ্চ পৰ্যায়ৰ তদন্তৰ দাবী জনাইছে। জিলা আৰক্ষী অধীক্ষকে এই সন্দৰ্ভত তদন্তৰ নিৰ্দেশ দিছে বুলি জনা গৈছে। [431, 361, 845, 456]
article-body [9, 193, 412, 290]
header-bottom-rule [9, 75, 1723, 78]
page-header [0, 0, 1732, 86]
article-headline[interactable]: গোচৰ চি আই ডিলৈ... [1327, 611, 1698, 658]
article-separator [1300, 605, 1725, 606]
article-text: কাৰ্যকলাপৰ গুৰুত্বপূৰ্ণ কেন্দ্ৰ। কেন্দ্ৰীয় মন্ত্ৰীয়ে কয় যে মুম্বাইৰ সামুদ্ৰিক ইতিহাস ভাৰতৰ গৌৰৱময় অতীতৰ সাক্ষ্য বহন কৰে। বন্দৰসমূহৰ আধুনিকীকৰণ আৰু নতুন প্ৰকল্পৰ জৰিয়তে দেশৰ অৰ্থনীতি শক্তিশালী হ'ব বুলি তেওঁ মত প্ৰকাশ কৰে। [9, 2079, 412, 2155]
article-body-continued [867, 1632, 1281, 2078]
article-text: কাৰ্যকলাপৰ গুৰুত্বপূৰ্ণ কেন্দ্ৰ। কেন্দ্ৰীয় মন্ত্ৰীয়ে কয় যে মুম্বাইৰ সামুদ্ৰিক ইতিহাস ভাৰতৰ গৌৰৱময় অতীতৰ সাক্ষ্য বহন কৰে। বন্দৰসমূহৰ আধুনিকীকৰণ আৰু নতুন প্ৰকল্পৰ জৰিয়তে দেশৰ অৰ্থনীতি শক্তিশালী হ'ব বুলি তেওঁ মত প্ৰকাশ কৰে। [9, 1710, 412, 1786]
article-separator [867, 1487, 1281, 1489]
